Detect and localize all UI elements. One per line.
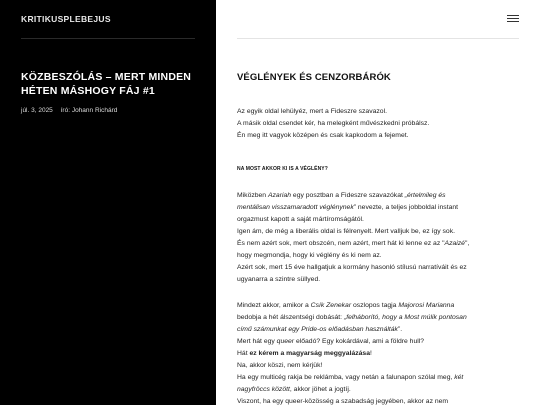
article-main — [216, 0, 540, 405]
text-line: című számunkat egy Pride-os előadásban használták”. — [237, 326, 403, 333]
text-line: hogy megmondja, hogy ki véglény és ki nem az. — [237, 252, 382, 259]
text-line: Igen ám, de még a liberális oldal is félrenyelt. Mert valljuk be, ez így sok. — [237, 228, 455, 235]
post-title[interactable]: KÖZBESZÓLÁS – MERT MINDEN HÉTEN MÁSHOGY FÁJ #1 — [21, 71, 192, 97]
text-line: orgazmust kapott a saját mártíromságától. — [237, 216, 364, 223]
paragraph-csik-zenekar — [237, 300, 519, 408]
text-line: És nem azért sok, mert obszcén, nem azért, mert hát ki lenne ez az "Azaizé", — [237, 240, 470, 247]
intro-paragraph — [237, 106, 519, 142]
text-line: Hát ez kérem a magyarság meggyalázása! — [237, 350, 372, 357]
sidebar — [0, 0, 216, 405]
post-date: júl. 3, 2025 — [21, 107, 53, 114]
site-title[interactable]: KRITIKUSPLEBEJUS — [21, 14, 111, 24]
text-line: ugyanarra a szintre süllyed. — [237, 276, 321, 283]
sidebar-divider — [21, 38, 195, 39]
article-heading: VÉGLÉNYEK ÉS CENZORBÁRÓK — [237, 72, 391, 83]
text-line: mentálisan visszamaradott véglénynek” nevezte, a teljes jobboldal instant — [237, 204, 459, 211]
intro-line: A másik oldal csendet kér, ha melegként művészkedni próbálsz. — [237, 120, 430, 127]
header-divider — [237, 38, 519, 39]
post-meta — [21, 107, 123, 114]
text-line: Ha egy multicég rakja be reklámba, vagy netán a falunapon szólal meg, két — [237, 374, 464, 381]
text-line: Viszont, ha egy queer-közösség a szabadság jegyében, akkor az nem — [237, 398, 449, 405]
paragraph-azariah — [237, 190, 519, 286]
text-line: Mindezt akkor, amikor a Csík Zenekar oszlopos tagja Majorosi Marianna — [237, 302, 455, 309]
post-author[interactable]: író: Johann Richárd — [60, 107, 118, 114]
text-line: Mert hát egy queer előadó? Egy kokárdával, ami a földre hull? — [237, 338, 425, 345]
text-line: nagyfröccs között, akkor jöhet a jogtíj. — [237, 386, 351, 393]
text-line: Miközben Azariah egy posztban a Fideszre szavazókat „értelmileg és — [237, 192, 446, 199]
intro-line: Én meg itt vagyok középen és csak kapkodom a fejemet. — [237, 132, 409, 139]
text-line: bedobja a hét álszentségi dobását: „felháborító, hogy a Most múlik pontosan — [237, 314, 467, 321]
text-line: Na, akkor köszi, nem kérjük! — [237, 362, 323, 369]
section-subheading: NA MOST AKKOR KI IS A VÉGLÉNY? — [237, 166, 328, 172]
text-line: Azért sok, mert 15 éve hallgatjuk a kormány hasonló stílusú narratíváit és ez — [237, 264, 467, 271]
intro-line: Az egyik oldal lehülyéz, mert a Fideszre szavazol. — [237, 108, 387, 115]
hamburger-menu-icon[interactable] — [507, 15, 519, 24]
